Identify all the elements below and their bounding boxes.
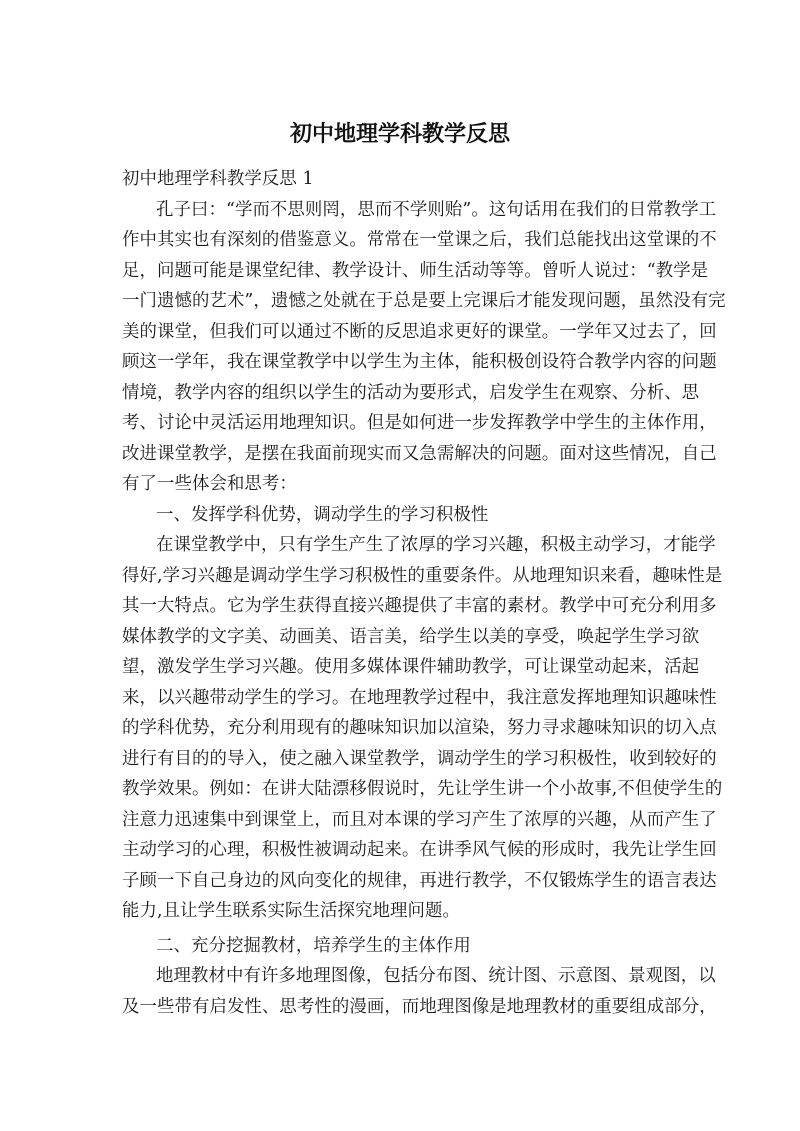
paragraph-line: 考、讨论中灵活运用地理知识。但是如何进一步发挥教学中学生的主体作用， <box>122 413 717 433</box>
paragraph-line: 改进课堂教学，是摆在我面前现实而又急需解决的问题。面对这些情况，自己 <box>122 443 717 464</box>
paragraph-line: 其一大特点。它为学生获得直接兴趣提供了丰富的素材。教学中可充分利用多 <box>122 596 717 616</box>
paragraph-line: 有了一些体会和思考： <box>122 474 297 494</box>
paragraph-line: 得好,学习兴趣是调动学生学习积极性的重要条件。从地理知识来看，趣味性是 <box>122 565 723 586</box>
document-body <box>122 164 726 1022</box>
paragraph-line: 顾这一学年，我在课堂教学中以学生为主体，能积极创设符合教学内容的问题 <box>122 352 717 372</box>
subsection-heading: 一、发挥学科优势，调动学生的学习积极性 <box>156 504 489 525</box>
paragraph-line: 子顾一下自己身边的风向变化的规律，再进行教学，不仅锻炼学生的语言表达 <box>122 870 717 891</box>
paragraph-line: 进行有目的的导入，使之融入课堂教学，调动学生的学习积极性，收到较好的 <box>122 748 717 769</box>
paragraph-line: 孔子曰：“学而不思则罔，思而不学则贻”。这句话用在我们的日常教学工 <box>156 199 717 220</box>
paragraph-line: 美的课堂，但我们可以通过不断的反思追求更好的课堂。一学年又过去了，回 <box>122 321 717 342</box>
paragraph-line: 足，问题可能是课堂纪律、教学设计、师生活动等等。曾听人说过：“教学是 <box>122 260 709 281</box>
section-heading: 初中地理学科教学反思 1 <box>122 169 314 189</box>
paragraph-line: 在课堂教学中，只有学生产生了浓厚的学习兴趣，积极主动学习，才能学 <box>156 535 716 555</box>
paragraph-line: 地理教材中有许多地理图像，包括分布图、统计图、示意图、景观图，以 <box>156 966 716 986</box>
paragraph-line: 及一些带有启发性、思考性的漫画，而地理图像是地理教材的重要组成部分， <box>122 996 717 1017</box>
paragraph-line: 教学效果。例如：在讲大陆漂移假说时，先让学生讲一个小故事,不但使学生的 <box>122 779 723 799</box>
document-title: 初中地理学科教学反思 <box>289 122 510 147</box>
paragraph-line: 作中其实也有深刻的借鉴意义。常常在一堂课之后，我们总能找出这堂课的不 <box>122 230 717 250</box>
paragraph-line: 能力,且让学生联系实际生活探究地理问题。 <box>122 901 460 921</box>
paragraph-line: 情境，教学内容的组织以学生的活动为要形式，启发学生在观察、分析、思 <box>122 382 700 403</box>
paragraph-line: 媒体教学的文字美、动画美、语言美，给学生以美的享受，唤起学生学习欲 <box>122 626 700 647</box>
paragraph-line: 一门遗憾的艺术”，遗憾之处就在于总是要上完课后才能发现问题，虽然没有完 <box>122 291 726 311</box>
paragraph-line: 来，以兴趣带动学生的学习。在地理教学过程中，我注意发挥地理知识趣味性 <box>122 687 717 708</box>
paragraph-line: 的学科优势，充分利用现有的趣味知识加以渲染，努力寻求趣味知识的切入点 <box>122 718 717 738</box>
paragraph-line: 主动学习的心理，积极性被调动起来。在讲季风气候的形成时，我先让学生回 <box>122 840 717 860</box>
paragraph-line: 望，激发学生学习兴趣。使用多媒体课件辅助教学，可让课堂动起来，活起 <box>122 657 700 677</box>
subsection-heading: 二、充分挖掘教材，培养学生的主体作用 <box>156 935 471 956</box>
paragraph-line: 注意力迅速集中到课堂上，而且对本课的学习产生了浓厚的兴趣，从而产生了 <box>122 809 717 830</box>
